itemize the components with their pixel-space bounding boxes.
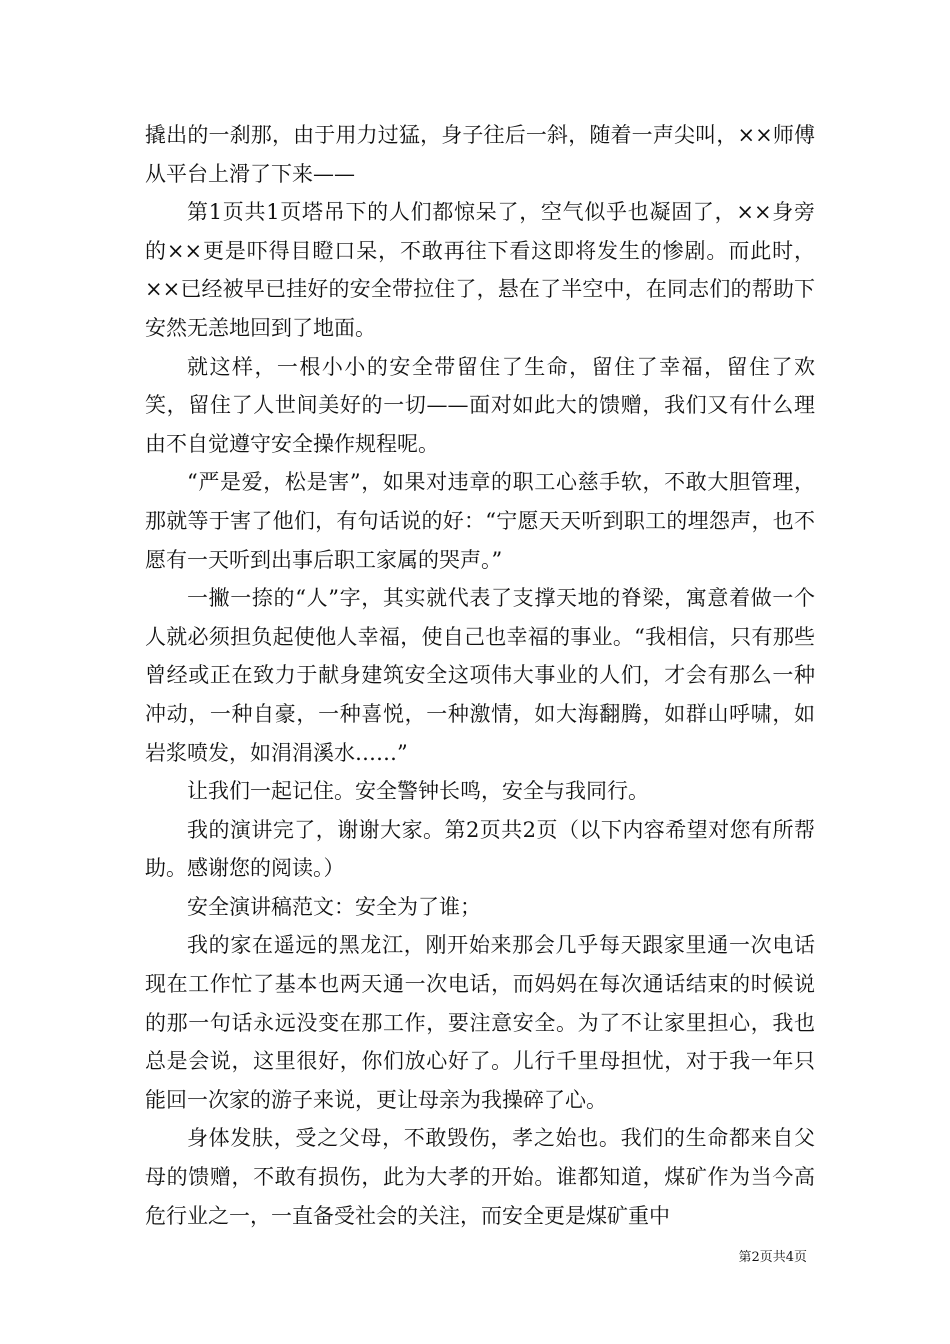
paragraph-3: 就这样，一根小小的安全带留住了生命，留住了幸福，留住了欢笑，留住了人世间美好的一切——面对如此大的馈赠，我们又有什么理由不自觉遵守安全操作规程呢。	[145, 354, 815, 456]
paragraph-4: “严是爱，松是害”，如果对违章的职工心慈手软，不敢大胆管理，那就等于害了他们，有句话说的好：“宁愿天天听到职工的埋怨声，也不愿有一天听到出事后职工家属的哭声。”	[145, 470, 815, 572]
document-body	[145, 116, 815, 1235]
paragraph-8: 安全演讲稿范文：安全为了谁；	[187, 894, 481, 919]
paragraph-5: 一撇一捺的“人”字，其实就代表了支撑天地的脊梁，寓意着做一个人就必须担负起使他人幸福，使自己也幸福的事业。“我相信，只有那些曾经或正在致力于献身建筑安全这项伟大事业的人们，才会有那么一种冲动，一种自豪，一种喜悦，一种激情，如大海翻腾，如群山呼啸，如岩浆喷发，如涓涓溪水……”	[145, 586, 815, 765]
paragraph-10: 身体发肤，受之父母，不敢毁伤，孝之始也。我们的生命都来自父母的馈赠，不敢有损伤，此为大孝的开始。谁都知道，煤矿作为当今高危行业之一，一直备受社会的关注，而安全更是煤矿重中	[145, 1126, 815, 1228]
paragraph-7: 我的演讲完了，谢谢大家。第2页共2页（以下内容希望对您有所帮助。感谢您的阅读。）	[145, 817, 815, 881]
paragraph-6: 让我们一起记住。安全警钟长鸣，安全与我同行。	[187, 779, 649, 804]
paragraph-1: 撬出的一刹那，由于用力过猛，身子往后一斜，随着一声尖叫，××师傅从平台上滑了下来——	[145, 123, 815, 186]
paragraph-9: 我的家在遥远的黑龙江，刚开始来那会几乎每天跟家里通一次电话现在工作忙了基本也两天通一次电话，而妈妈在每次通话结束的时候说的那一句话永远没变在那工作，要注意安全。为了不让家里担心，我也总是会说，这里很好，你们放心好了。儿行千里母担忧，对于我一年只能回一次家的游子来说，更让母亲为我操碎了心。	[145, 933, 815, 1112]
paragraph-2: 第1页共1页塔吊下的人们都惊呆了，空气似乎也凝固了，××身旁的××更是吓得目瞪口呆，不敢再往下看这即将发生的惨剧。而此时，××已经被早已挂好的安全带拉住了，悬在了半空中，在同志们的帮助下安然无恙地回到了地面。	[145, 200, 815, 340]
page-number-footer: 第2页共4页	[738, 1250, 807, 1265]
